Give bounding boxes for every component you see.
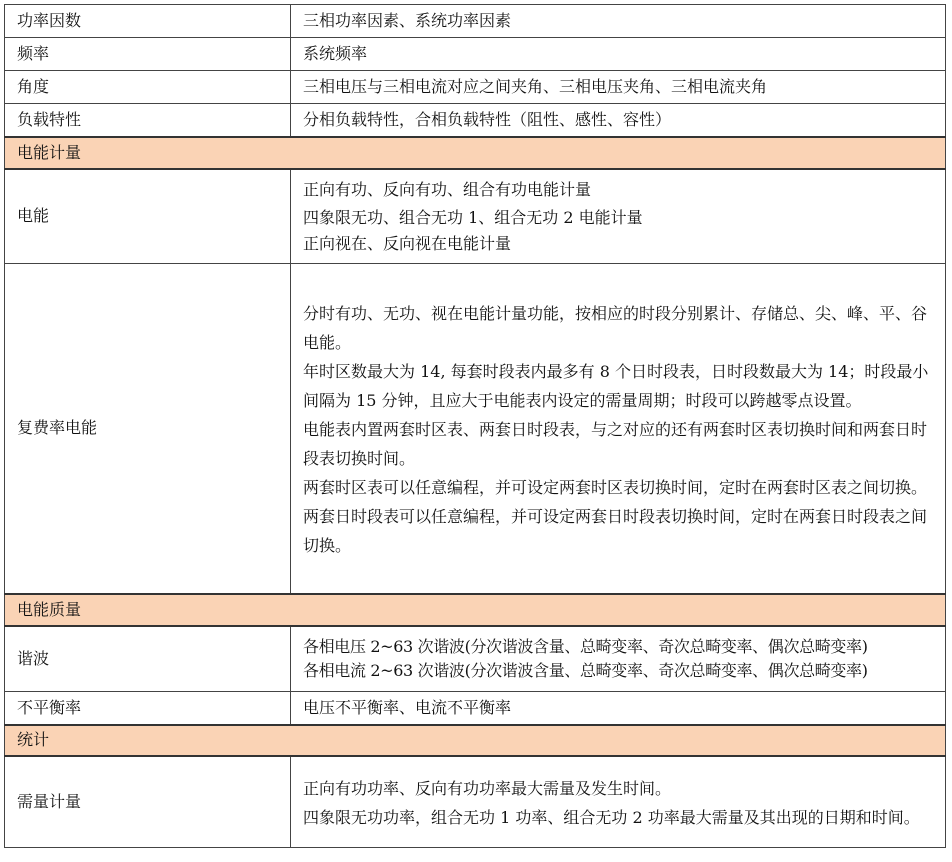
row-value: 分相负载特性，合相负载特性（阻性、感性、容性） bbox=[291, 104, 946, 137]
row-value: 电压不平衡率、电流不平衡率 bbox=[291, 692, 946, 725]
spec-table bbox=[4, 4, 946, 848]
paragraph: 电能表内置两套时区表、两套日时段表，与之对应的还有两套时区表切换时间和两套日时段表切换时间。 bbox=[303, 419, 928, 468]
row-value bbox=[291, 756, 946, 848]
section-title: 电能计量 bbox=[5, 137, 946, 169]
paragraph: 年时区数最大为 14, 每套时段表内最多有 8 个日时段表，日时段数最大为 14；时段最小间隔为 15 分钟，且应大于电能表内设定的需量周期；时段可以跨越零点设置。 bbox=[303, 361, 929, 410]
paragraph: 两套日时段表可以任意编程，并可设定两套日时段表切换时间，定时在两套日时段表之间切换。 bbox=[303, 506, 928, 555]
row-label: 功率因数 bbox=[5, 5, 291, 38]
row-value: 三相功率因素、系统功率因素 bbox=[291, 5, 946, 38]
table-row bbox=[5, 5, 946, 38]
section-header-row bbox=[5, 137, 946, 169]
row-value: 系统频率 bbox=[291, 38, 946, 71]
table-row bbox=[5, 104, 946, 137]
table-row bbox=[5, 169, 946, 264]
table-row bbox=[5, 71, 946, 104]
row-label: 角度 bbox=[5, 71, 291, 104]
row-label: 需量计量 bbox=[5, 756, 291, 848]
paragraph: 正向有功功率、反向有功功率最大需量及发生时间。 bbox=[303, 778, 672, 798]
row-value: 各相电压 2~63 次谐波(分次谐波含量、总畸变率、奇次总畸变率、偶次总畸变率) 各相电流 2~63 次谐波(分次谐波含量、总畸变率、奇次总畸变率、偶次总畸变率) bbox=[291, 626, 946, 692]
section-title: 电能质量 bbox=[5, 594, 946, 626]
row-label: 不平衡率 bbox=[5, 692, 291, 725]
row-label: 负载特性 bbox=[5, 104, 291, 137]
row-value: 正向有功、反向有功、组合有功电能计量 四象限无功、组合无功 1、组合无功 2 电能计量 正向视在、反向视在电能计量 bbox=[291, 169, 946, 264]
row-label: 电能 bbox=[5, 169, 291, 264]
row-label: 复费率电能 bbox=[5, 264, 291, 594]
section-title: 统计 bbox=[5, 725, 946, 756]
row-label: 谐波 bbox=[5, 626, 291, 692]
table-row bbox=[5, 264, 946, 594]
table-row bbox=[5, 626, 946, 692]
spec-table-container bbox=[4, 4, 946, 848]
paragraph: 两套时区表可以任意编程，并可设定两套时区表切换时间，定时在两套时区表之间切换。 bbox=[303, 477, 928, 497]
row-label: 频率 bbox=[5, 38, 291, 71]
section-header-row bbox=[5, 594, 946, 626]
table-row bbox=[5, 38, 946, 71]
row-value bbox=[291, 264, 946, 594]
row-value: 三相电压与三相电流对应之间夹角、三相电压夹角、三相电流夹角 bbox=[291, 71, 946, 104]
paragraph: 分时有功、无功、视在电能计量功能，按相应的时段分别累计、存储总、尖、峰、平、谷电能。 bbox=[303, 303, 928, 352]
table-row bbox=[5, 692, 946, 725]
section-header-row bbox=[5, 725, 946, 756]
paragraph: 四象限无功功率，组合无功 1 功率、组合无功 2 功率最大需量及其出现的日期和时间。 bbox=[303, 807, 920, 827]
table-row bbox=[5, 756, 946, 848]
